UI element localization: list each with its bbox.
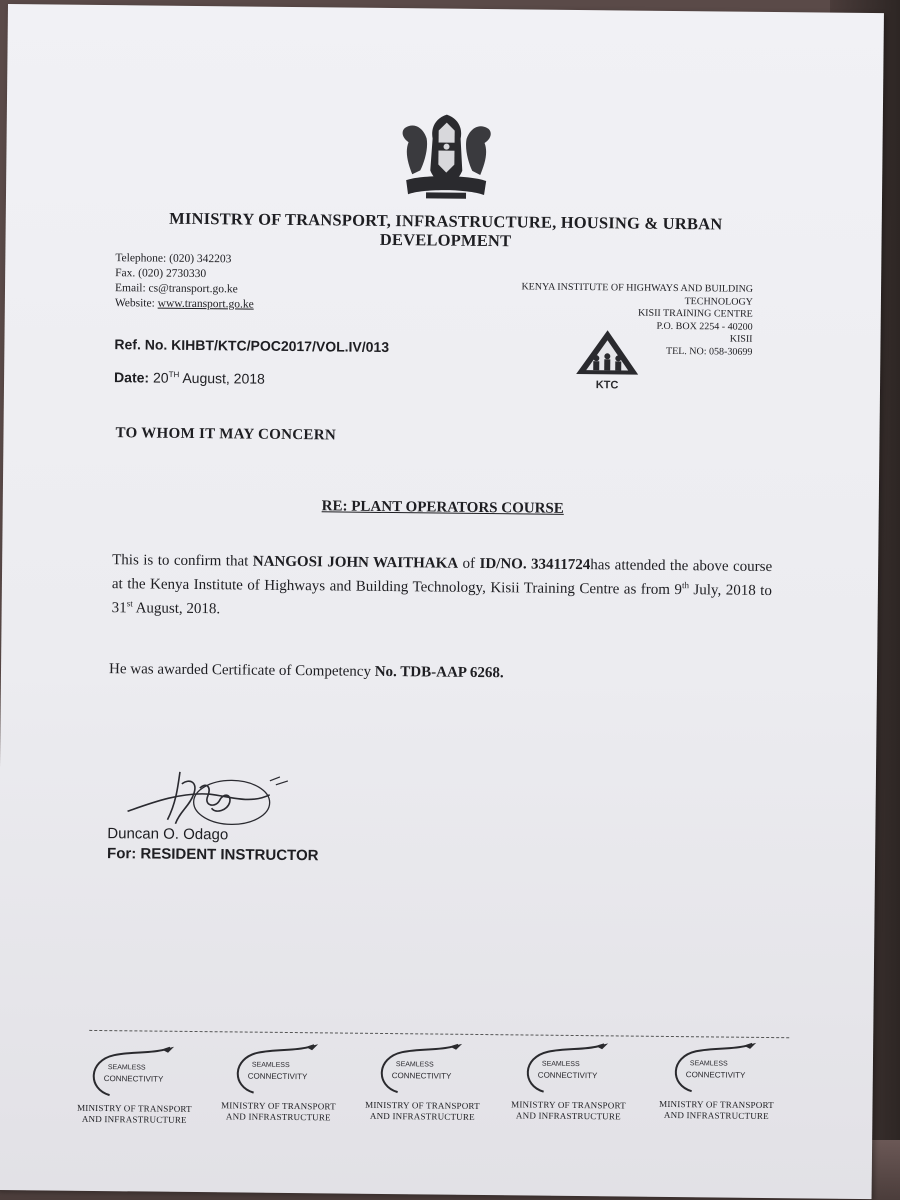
seamless-connectivity-icon	[368, 1042, 479, 1101]
contact-block	[115, 251, 254, 312]
date-day: 20	[152, 369, 169, 386]
date-label: Date:	[114, 369, 150, 386]
body-text-2: of	[458, 555, 480, 572]
institute-line-2: TECHNOLOGY	[684, 295, 753, 308]
institute-line-6: TEL. NO: 058-30699	[665, 345, 753, 358]
footer-ministry-line-2: AND INFRASTRUCTURE	[225, 1111, 331, 1123]
slogan-line-1: SEAMLESS	[107, 1064, 146, 1072]
slogan-line-2: CONNECTIVITY	[103, 1074, 164, 1084]
footer-logo	[362, 1042, 483, 1123]
slogan-line-1: SEAMLESS	[689, 1060, 728, 1068]
footer-ministry-line-2: AND INFRASTRUCTURE	[515, 1110, 621, 1122]
salutation: TO WHOM IT MAY CONCERN	[115, 425, 337, 444]
website-label: Website:	[114, 297, 158, 310]
seamless-connectivity-icon	[514, 1041, 625, 1100]
institute-line-4: P.O. BOX 2254 - 40200	[656, 320, 753, 333]
institute-line-1: KENYA INSTITUTE OF HIGHWAYS AND BUILDING	[521, 281, 754, 295]
body-text-1: This is to confirm that	[112, 552, 253, 570]
institute-line-3: KISII TRAINING CENTRE	[637, 307, 753, 320]
slogan-line-1: SEAMLESS	[395, 1061, 434, 1069]
footer-divider	[89, 1030, 789, 1038]
website-row	[115, 296, 254, 312]
ministry-title-line-1: MINISTRY OF TRANSPORT, INFRASTRUCTURE, HOUSING & URBAN	[169, 208, 723, 234]
footer-ministry-line-1: MINISTRY OF TRANSPORT	[221, 1100, 336, 1112]
letter-date	[114, 369, 265, 387]
letter-page	[0, 4, 884, 1199]
body-text-4: July, 2018 to 31	[111, 582, 772, 617]
slogan-line-1: SEAMLESS	[251, 1061, 290, 1070]
footer-logo	[656, 1041, 777, 1122]
fax: Fax. (020) 2730330	[115, 267, 207, 281]
date-suffix: TH	[168, 370, 180, 380]
sup-th: th	[681, 580, 690, 591]
telephone: Telephone: (020) 342203	[115, 252, 232, 266]
coat-of-arms-icon	[386, 108, 507, 204]
footer-ministry-line-1: MINISTRY OF TRANSPORT	[511, 1099, 626, 1111]
certificate-number: No. TDB-AAP 6268.	[374, 663, 504, 682]
footer-ministry-line-1: MINISTRY OF TRANSPORT	[659, 1098, 774, 1111]
seamless-connectivity-icon	[662, 1041, 773, 1100]
footer-ministry-line-1: MINISTRY OF TRANSPORT	[365, 1099, 480, 1112]
slogan-line-2: CONNECTIVITY	[537, 1070, 598, 1081]
trainee-id: ID/NO. 33411724	[479, 555, 591, 574]
subject-line	[113, 496, 773, 520]
signer-name: Duncan O. Odago	[107, 825, 229, 844]
website-link[interactable]: www.transport.go.ke	[157, 297, 254, 311]
footer-logo	[74, 1045, 195, 1126]
signature-icon	[119, 763, 300, 835]
slogan-line-2: CONNECTIVITY	[685, 1070, 746, 1080]
subject-text: RE: PLANT OPERATORS COURSE	[321, 498, 564, 517]
seamless-connectivity-icon	[224, 1042, 335, 1101]
footer-ministry-line-2: AND INFRASTRUCTURE	[369, 1110, 475, 1122]
ktc-logo-icon	[572, 328, 643, 393]
reference-number: Ref. No. KIHBT/KTC/POC2017/VOL.IV/013	[114, 336, 390, 356]
trainee-name: NANGOSI JOHN WAITHAKA	[252, 553, 459, 572]
slogan-line-2: CONNECTIVITY	[391, 1071, 452, 1081]
institute-line-5: KISII	[729, 333, 753, 345]
award-line	[109, 661, 504, 682]
date-rest: August, 2018	[179, 369, 265, 387]
body-text-5: August, 2018.	[132, 600, 221, 618]
body-paragraph	[112, 551, 773, 625]
footer-ministry-line-2: AND INFRASTRUCTURE	[663, 1109, 769, 1122]
sup-st: st	[126, 598, 133, 609]
footer-ministry-line-1: MINISTRY OF TRANSPORT	[77, 1102, 192, 1114]
ministry-title-line-2: DEVELOPMENT	[379, 229, 512, 251]
body-text-3: has attended the above course at the Kenya Institute of Highways and Building Technology, Kisii Training Centre as from 9	[111, 557, 773, 599]
email: Email: cs@transport.go.ke	[114, 282, 238, 296]
slogan-line-2: CONNECTIVITY	[247, 1071, 308, 1082]
ministry-title	[145, 208, 745, 252]
signer-title: For: RESIDENT INSTRUCTOR	[107, 845, 319, 865]
footer-ministry-line-2: AND INFRASTRUCTURE	[81, 1113, 187, 1125]
seamless-connectivity-icon	[79, 1045, 190, 1104]
ktc-logo-text: KTC	[595, 379, 619, 392]
slogan-line-1: SEAMLESS	[541, 1060, 580, 1069]
award-text: He was awarded Certificate of Competency	[108, 661, 375, 680]
footer-logo	[508, 1041, 629, 1122]
footer-logo	[218, 1042, 339, 1123]
